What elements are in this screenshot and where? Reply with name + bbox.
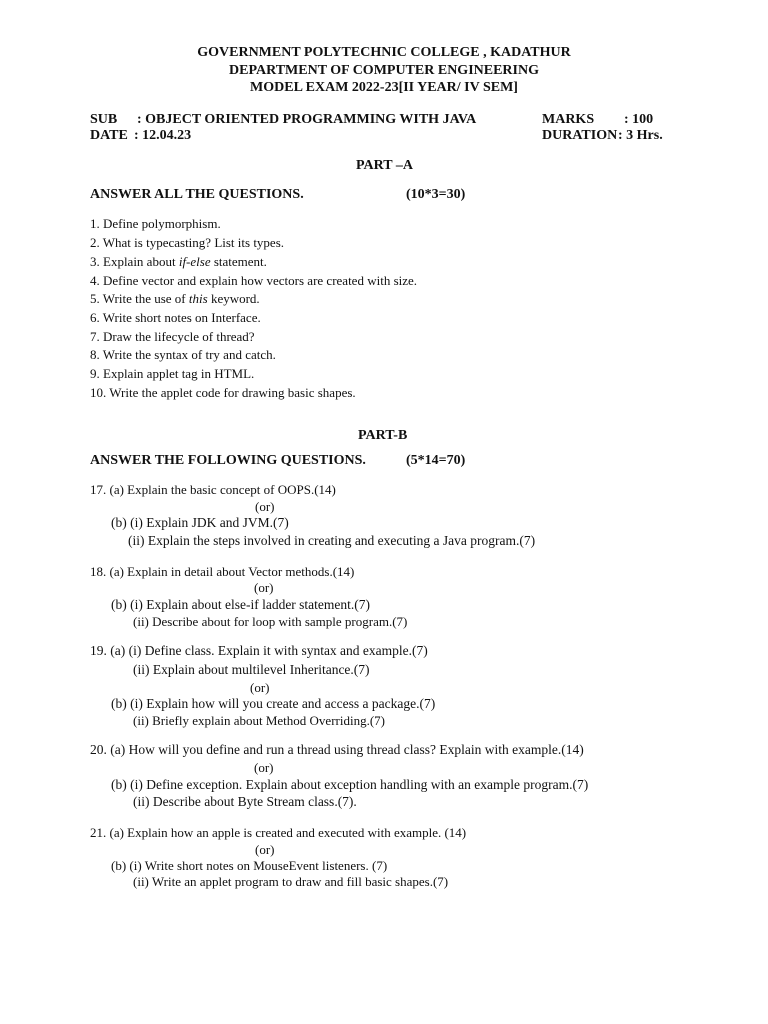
department-name: DEPARTMENT OF COMPUTER ENGINEERING — [229, 63, 539, 78]
q17-b-ii: (ii) Explain the steps involved in creating and executing a Java program.(7) — [128, 533, 536, 548]
q5-keyword: this — [188, 291, 208, 306]
part-a-question-6: 6. Write short notes on Interface. — [90, 310, 261, 325]
q19-b-ii: (ii) Briefly explain about Method Overriding.(7) — [133, 713, 385, 728]
part-b-marks: (5*14=70) — [406, 453, 466, 468]
q18-b-ii: (ii) Describe about for loop with sample program.(7) — [133, 614, 408, 629]
q21-b-ii: (ii) Write an applet program to draw and fill basic shapes.(7) — [133, 874, 449, 889]
date-label: DATE — [90, 128, 128, 143]
marks-label: MARKS — [542, 112, 595, 127]
q21-or: (or) — [255, 842, 275, 857]
part-a-instruction: ANSWER ALL THE QUESTIONS. — [90, 187, 304, 202]
q19-or: (or) — [250, 680, 270, 695]
q18-b-i: (b) (i) Explain about else-if ladder statement.(7) — [111, 597, 371, 612]
part-a-question-8: 8. Write the syntax of try and catch. — [90, 347, 276, 362]
q3-text-post: statement. — [210, 254, 267, 269]
subject-label: SUB — [90, 112, 118, 127]
q18-a: 18. (a) Explain in detail about Vector methods.(14) — [90, 564, 355, 579]
q19-a-ii: (ii) Explain about multilevel Inheritance.(7) — [133, 662, 370, 677]
q20-or: (or) — [254, 760, 274, 775]
part-a-title: PART –A — [356, 158, 413, 173]
q3-text-pre: 3. Explain about — [90, 254, 179, 269]
part-a-question-1: 1. Define polymorphism. — [90, 216, 221, 231]
q21-b-i: (b) (i) Write short notes on MouseEvent listeners. (7) — [111, 858, 388, 873]
q17-or: (or) — [255, 499, 275, 514]
duration-label: DURATION — [542, 128, 618, 143]
part-b-instruction: ANSWER THE FOLLOWING QUESTIONS. — [90, 453, 366, 468]
part-b-title: PART-B — [358, 428, 408, 443]
q17-a: 17. (a) Explain the basic concept of OOPS.(14) — [90, 482, 336, 497]
exam-title: MODEL EXAM 2022-23[II YEAR/ IV SEM] — [250, 80, 518, 95]
part-a-question-4: 4. Define vector and explain how vectors are created with size. — [90, 273, 418, 288]
part-a-marks: (10*3=30) — [406, 187, 466, 202]
subject-value: : OBJECT ORIENTED PROGRAMMING WITH JAVA — [137, 112, 477, 127]
duration-value: : 3 Hrs. — [618, 128, 663, 143]
college-name: GOVERNMENT POLYTECHNIC COLLEGE , KADATHUR — [197, 45, 571, 60]
q5-text-pre: 5. Write the use of — [90, 291, 189, 306]
q19-a-i: 19. (a) (i) Define class. Explain it with syntax and example.(7) — [90, 643, 428, 658]
marks-value: : 100 — [624, 112, 654, 127]
q20-b-ii: (ii) Describe about Byte Stream class.(7). — [133, 794, 357, 809]
part-a-question-3 — [90, 254, 267, 270]
q19-b-i: (b) (i) Explain how will you create and access a package.(7) — [111, 696, 436, 711]
q18-or: (or) — [254, 580, 274, 595]
date-value: : 12.04.23 — [134, 128, 192, 143]
part-a-question-9: 9. Explain applet tag in HTML. — [90, 366, 255, 381]
part-a-question-10: 10. Write the applet code for drawing basic shapes. — [90, 385, 356, 400]
part-a-question-5 — [90, 291, 260, 307]
part-a-question-7: 7. Draw the lifecycle of thread? — [90, 329, 255, 344]
part-a-question-2: 2. What is typecasting? List its types. — [90, 235, 285, 250]
q5-text-post: keyword. — [207, 291, 260, 306]
q20-b-i: (b) (i) Define exception. Explain about exception handling with an example program.(7) — [111, 777, 589, 792]
q20-a: 20. (a) How will you define and run a thread using thread class? Explain with example.(14) — [90, 742, 584, 757]
q21-a: 21. (a) Explain how an apple is created and executed with example. (14) — [90, 825, 467, 840]
q17-b-i: (b) (i) Explain JDK and JVM.(7) — [111, 515, 289, 530]
q3-keyword: if-else — [178, 254, 211, 269]
